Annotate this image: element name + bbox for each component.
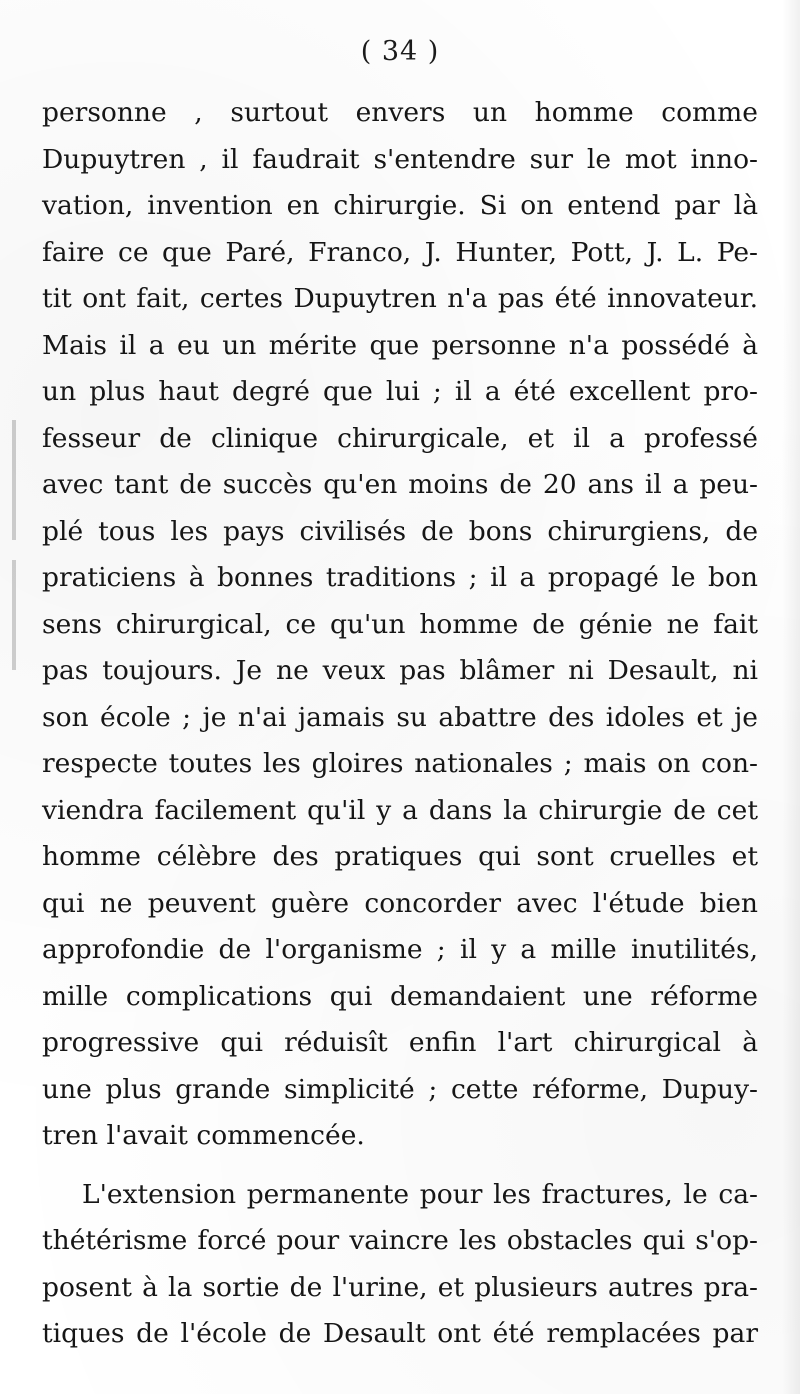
text-line: approfondie de l'organisme ; il y a mille inutilités, [42, 934, 758, 965]
body-text [42, 90, 758, 1358]
page-edge-shadow [782, 0, 800, 1394]
text-line: plé tous les pays civilisés de bons chirurgiens, de [42, 515, 758, 547]
text-line: L'extension permanente pour les fractures, le ca- [82, 1178, 758, 1210]
text-line: personne , surtout envers un homme comme [42, 97, 758, 128]
text-line: une plus grande simplicité ; cette réforme, Dupuy- [42, 1073, 758, 1105]
text-line: tiques de l'école de Desault ont été remplacées par [42, 1318, 758, 1349]
text-line: thétérisme forcé pour vaincre les obstacles qui s'op- [42, 1225, 758, 1256]
paragraph [42, 1172, 758, 1358]
text-line: progressive qui réduisît enfin l'art chirurgical à [42, 1027, 758, 1058]
text-line: son école ; je n'ai jamais su abattre des idoles et je [42, 701, 758, 733]
text-line: pas toujours. Je ne veux pas blâmer ni Desault, ni [42, 655, 758, 686]
text-line: Dupuytren , il faudrait s'entendre sur le mot inno- [42, 143, 758, 175]
text-line: posent à la sortie de l'urine, et plusieurs autres pra- [42, 1271, 758, 1303]
paragraph [42, 90, 758, 1160]
text-line: faire ce que Paré, Franco, J. Hunter, Pott, J. L. Pe- [42, 236, 758, 268]
text-line: qui ne peuvent guère concorder avec l'étude bien [42, 887, 758, 919]
binding-mark [12, 560, 16, 670]
text-line: praticiens à bonnes traditions ; il a propagé le bon [42, 562, 758, 593]
binding-mark [12, 420, 16, 540]
text-line: Mais il a eu un mérite que personne n'a possédé à [42, 329, 758, 361]
text-line: mille complications qui demandaient une réforme [42, 980, 758, 1012]
text-line: sens chirurgical, ce qu'un homme de génie ne fait [42, 608, 758, 640]
text-line: tit ont fait, certes Dupuytren n'a pas été innovateur. [42, 283, 758, 314]
text-line: vation, invention en chirurgie. Si on entend par là [42, 190, 758, 221]
text-line: tren l'avait commencée. [42, 1120, 365, 1151]
text-line: un plus haut degré que lui ; il a été excellent pro- [42, 376, 758, 407]
text-line: avec tant de succès qu'en moins de 20 ans il a peu- [42, 469, 758, 500]
text-line: fesseur de clinique chirurgicale, et il a professé [42, 422, 758, 454]
text-line: viendra facilement qu'il y a dans la chirurgie de cet [42, 794, 758, 826]
page-number: ( 34 ) [360, 36, 440, 67]
text-line: homme célèbre des pratiques qui sont cruelles et [42, 841, 758, 872]
text-line: respecte toutes les gloires nationales ; mais on con- [42, 748, 758, 779]
